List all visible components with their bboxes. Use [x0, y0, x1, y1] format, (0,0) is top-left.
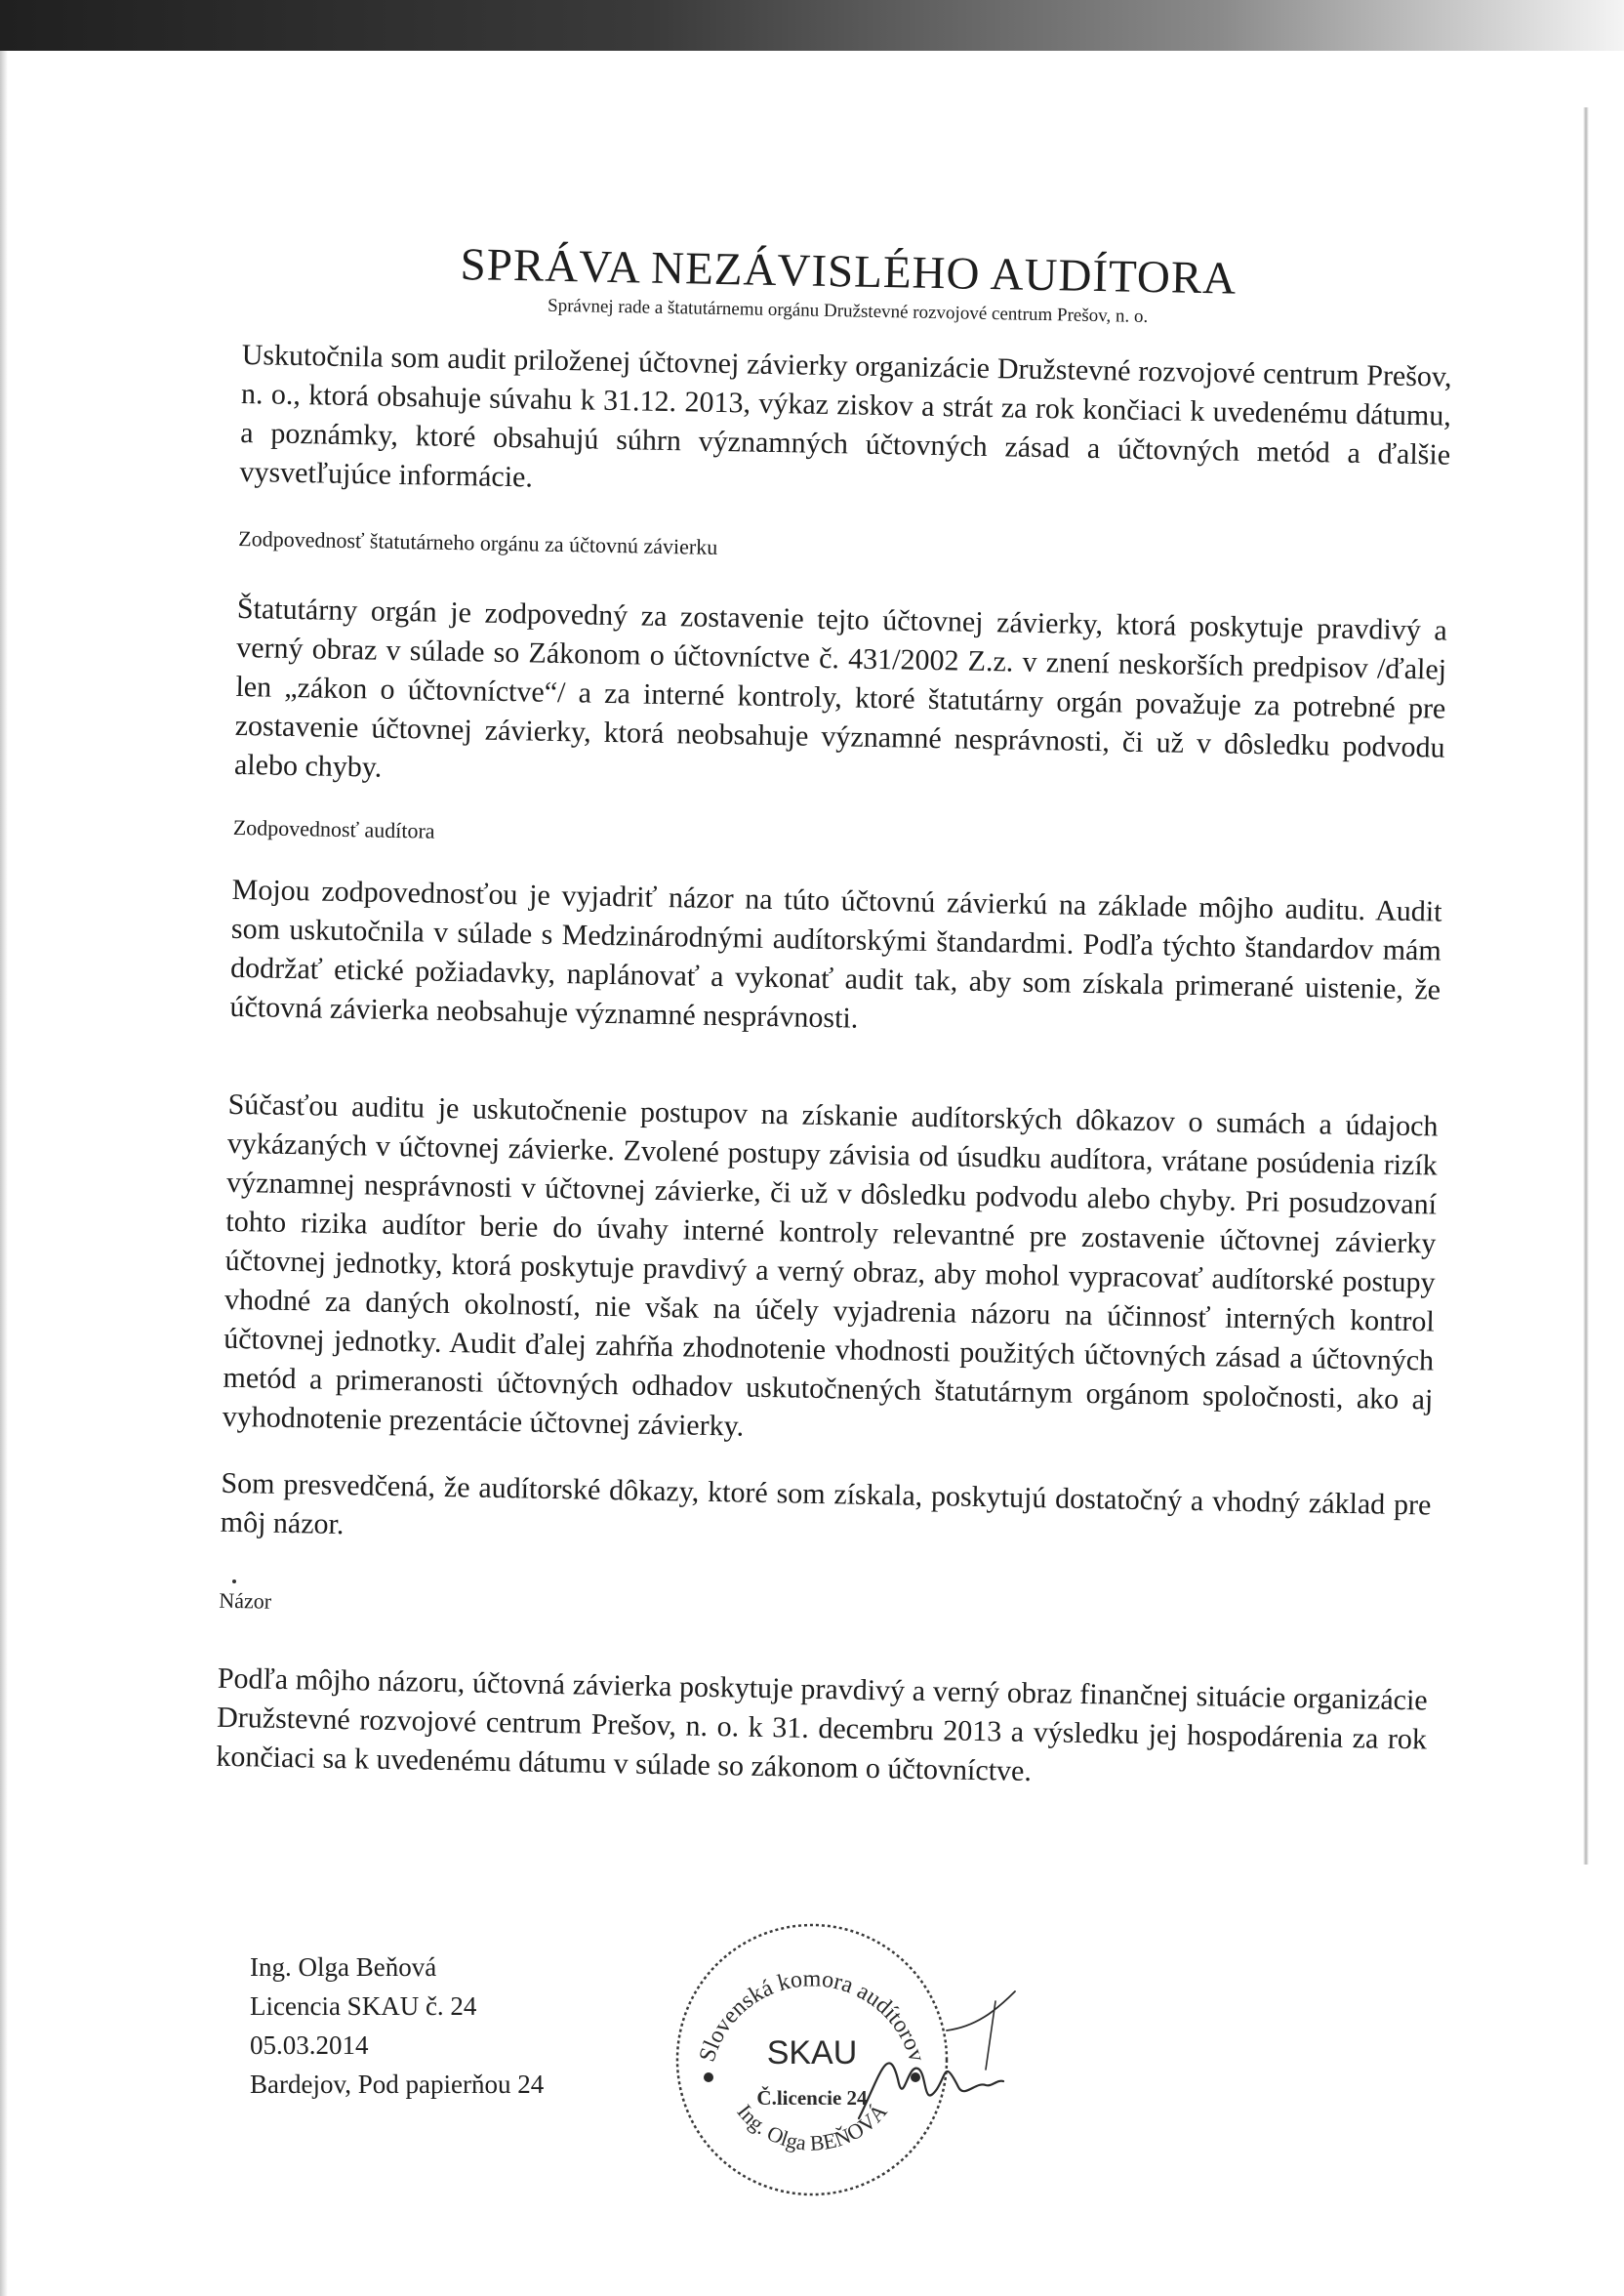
scan-top-shadow: [0, 0, 1624, 51]
auditor-license: Licencia SKAU č. 24: [250, 1991, 477, 2021]
scan-left-edge: [0, 51, 8, 2296]
stamp-ring-top-text: Slovenská komora audítorov: [694, 1966, 930, 2066]
intro-paragraph: Uskutočnila som audit priloženej účtovnej závierky organizácie Družstevné rozvojové centrum Prešov, n. o., ktorá obsahuje súvahu k 31.12. 2013, výkaz ziskov a strát za rok končiaci k uvedenému dátumu, a poznámky, ktoré obsahujú súhrn významných účtovných zásad a účtovných metód a ďalšie vysvetľujúce informácie.: [239, 338, 1452, 494]
report-date: 05.03.2014: [250, 2030, 369, 2060]
stamp-license-text: Č.licencie 24: [756, 2086, 868, 2110]
auditor-address: Bardejov, Pod papierňou 24: [250, 2070, 545, 2099]
signature-scribble: [830, 1972, 1025, 2167]
scan-right-edge: [1583, 107, 1589, 1865]
audit-procedures-paragraph: Súčasťou auditu je uskutočnenie postupov na získanie audítorských dôkazov o sumách a údajoch vykázaných v účtovnej závierke. Zvolené postupy závisia od úsudku audítora, vrátane posúdenia rizík významnej nesprávnosti v účtovnej závierke, či už v dôsledku podvodu alebo chyby. Pri posudzovaní tohto rizika audítor berie do úvahy interné kontroly relevantné pre zostavenie účtovnej závierky účtovnej jednotky, ktorá poskytuje pravdivý a verný obraz, aby mohol vypracovať audítorské postupy vhodné za daných okolností, nie však na účely vyjadrenia názoru na účinnosť interných kontrol účtovnej jednotky. Audit ďalej zahŕňa zhodnotenie vhodnosti použitých účtovných zásad a účtovných metód a primeranosti účtovných odhadov uskutočnených štatutárnym orgánom spoločnosti, ako aj vyhodnotenie prezentácie účtovnej závierky.: [222, 1087, 1439, 1443]
report-title: SPRÁVA NEZÁVISLÉHO AUDÍTORA: [460, 239, 1238, 305]
auditor-responsibility-heading: Zodpovednosť audítora: [232, 814, 435, 843]
auditor-signature-block: [250, 1948, 544, 2104]
auditor-name: Ing. Olga Beňová: [250, 1952, 437, 1982]
report-page: [216, 234, 1454, 1798]
handwritten-signature: [830, 1972, 1025, 2167]
opinion-paragraph: Podľa môjho názoru, účtovná závierka poskytuje pravdivý a verný obraz finančnej situácie organizácie Družstevné rozvojové centrum Prešov, n. o. k 31. decembru 2013 a výsledku jej hospodárenia za rok končiaci sa k uvedenému dátumu v súlade so zákonom o účtovníctve.: [216, 1661, 1428, 1788]
report-addressee: Správnej rade a štatutárnemu orgánu Družstevné rozvojové centrum Prešov, n. o.: [547, 295, 1149, 327]
statutory-responsibility-paragraph: Štatutárny orgán je zodpovedný za zostavenie tejto účtovnej závierky, ktorá poskytuje pravdivý a verný obraz v súlade so Zákonom o účtovníctve č. 431/2002 Z.z. v znení neskorších predpisov /ďalej len „zákon o účtovníctve“/ a za interné kontroly, ktoré štatutárny orgán považuje za potrebné pre zostavenie účtovnej závierky, ktorá neobsahuje významné nesprávnosti, či už v dôsledku podvodu alebo chyby.: [233, 592, 1448, 784]
stamp-ring-bottom-text: Ing. Olga BEŇOVÁ: [732, 2099, 892, 2155]
scan-dot: [232, 1579, 236, 1583]
opinion-heading: Názor: [219, 1587, 272, 1614]
stamp-left-dot: [704, 2072, 713, 2082]
audit-evidence-paragraph: Som presvedčená, že audítorské dôkazy, ktoré som získala, poskytujú dostatočný a vhodný základ pre môj názor.: [220, 1466, 1432, 1541]
auditor-responsibility-paragraph: Mojou zodpovednosťou je vyjadriť názor na túto účtovnú závierkú na základe môjho auditu. Audit som uskutočnila v súlade s Medzinárodnými audítorskými štandardmi. Podľa týchto štandardov mám dodržať etické požiadavky, naplánovať a vykonať audit tak, aby som získala primerané uistenie, že účtovná závierka neobsahuje významné nesprávnosti.: [229, 873, 1442, 1035]
stamp-center-text: SKAU: [766, 2034, 858, 2071]
statutory-responsibility-heading: Zodpovednosť štatutárneho orgánu za účtovnú závierku: [238, 525, 718, 559]
